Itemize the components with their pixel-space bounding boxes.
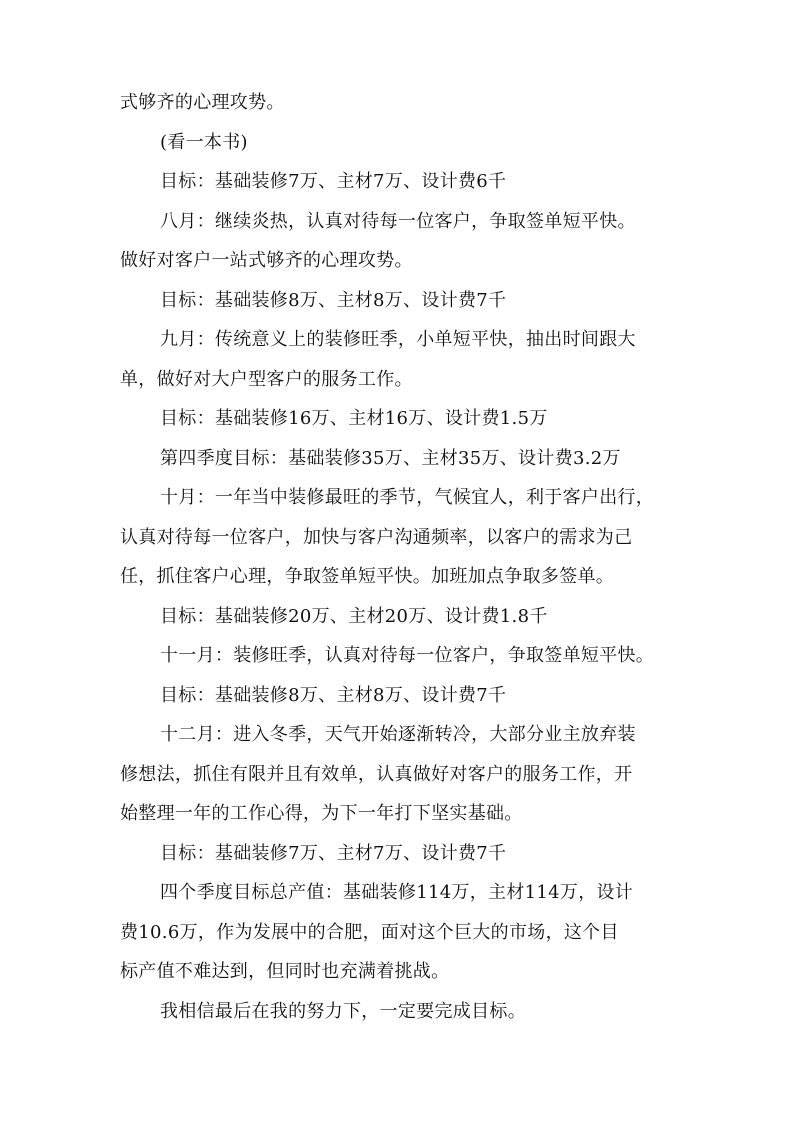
text-line: 修想法，抓住有限并且有效单，认真做好对客户的服务工作，开 [120,763,633,785]
text-line: 十一月：装修旺季，认真对待每一位客户，争取签单短平快。 [160,645,655,666]
text-line: 做好对客户一站式够齐的心理攻势。 [120,250,413,271]
text-line: 九月：传统意义上的装修旺季，小单短平快，抽出时间跟大 [160,329,636,350]
text-line: 始整理一年的工作心得，为下一年打下坚实基础。 [120,803,523,824]
text-line: 目标：基础装修16万、主材16万、设计费1.5万 [160,408,548,429]
text-line: 任，抓住客户心理，争取签单短平快。加班加点争取多签单。 [120,566,615,587]
text-line: 目标：基础装修8万、主材8万、设计费7千 [160,289,507,311]
document-body [120,83,680,1031]
text-line: 十二月：进入冬季，天气开始逐渐转冷，大部分业主放弃装 [160,724,636,745]
text-line: 目标：基础装修8万、主材8万、设计费7千 [160,684,507,706]
text-line: 四个季度目标总产值：基础装修114万，主材114万，设计 [160,882,634,903]
text-line: 我相信最后在我的努力下，一定要完成目标。 [160,1000,526,1022]
text-line: 费10.6万，作为发展中的合肥，面对这个巨大的市场，这个目 [120,921,619,943]
text-line: 目标：基础装修7万、主材7万、设计费6千 [160,171,507,192]
text-line: 认真对待每一位客户，加快与客户沟通频率，以客户的需求为己 [120,526,633,548]
text-line: 单，做好对大户型客户的服务工作。 [120,368,413,390]
text-line: 目标：基础装修7万、主材7万、设计费7千 [160,842,507,864]
text-line: 十月：一年当中装修最旺的季节，气候宜人，利于客户出行， [160,487,655,508]
text-line: (看一本书) [160,131,248,153]
text-line: 式够齐的心理攻势。 [120,92,285,113]
text-line: 第四季度目标：基础装修35万、主材35万、设计费3.2万 [160,447,621,469]
text-line: 目标：基础装修20万、主材20万、设计费1.8千 [160,605,548,627]
text-line: 标产值不难达到，但同时也充满着挑战。 [120,961,450,982]
text-line: 八月：继续炎热，认真对待每一位客户，争取签单短平快。 [160,210,636,232]
